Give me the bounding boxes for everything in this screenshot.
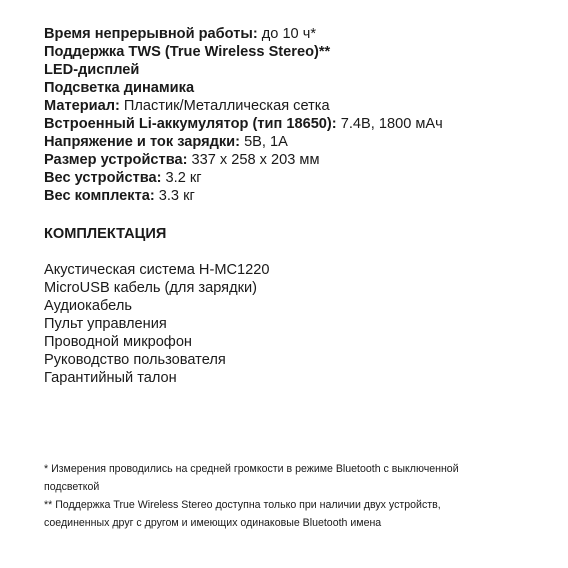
kit-item: Гарантийный талон — [44, 370, 177, 386]
kit-item: MicroUSB кабель (для зарядки) — [44, 280, 257, 296]
spec-label: LED-дисплей — [44, 62, 140, 78]
spec-speaker-light — [44, 79, 554, 97]
kit-item: Пульт управления — [44, 316, 167, 332]
spec-label: Время непрерывной работы: — [44, 26, 258, 42]
spec-label: Вес устройства: — [44, 170, 162, 186]
spec-value: 3.2 кг — [161, 170, 202, 186]
spec-device-weight — [44, 169, 554, 187]
spec-value: до 10 ч* — [257, 26, 317, 42]
spec-label: Подсветка динамика — [44, 80, 195, 96]
spec-value: 3.3 кг — [154, 188, 195, 204]
footnotes — [44, 460, 544, 532]
spec-label: Поддержка TWS (True Wireless Stereo)** — [44, 44, 331, 60]
spec-label: Напряжение и ток зарядки: — [44, 134, 241, 150]
spec-tws — [44, 43, 554, 61]
spec-value: Пластик/Металлическая сетка — [119, 98, 330, 114]
spec-label: Вес комплекта: — [44, 188, 155, 204]
spec-value: 7.4В, 1800 мАч — [336, 116, 443, 132]
spec-kit-weight — [44, 187, 554, 205]
kit-item: Проводной микрофон — [44, 334, 192, 350]
footnote-line: соединенных друг с другом и имеющих одинаковые Bluetooth имена — [44, 517, 382, 529]
kit-list — [44, 261, 270, 387]
footnote-line: подсветкой — [44, 481, 100, 493]
spec-battery-life — [44, 25, 554, 43]
kit-item: Руководство пользователя — [44, 352, 226, 368]
spec-label: Встроенный Li-аккумулятор (тип 18650): — [44, 116, 337, 132]
spec-material — [44, 97, 554, 115]
spec-led-display — [44, 61, 554, 79]
spec-list — [44, 25, 554, 205]
spec-battery — [44, 115, 554, 133]
spec-value: 337 х 258 х 203 мм — [187, 152, 320, 168]
spec-label: Размер устройства: — [44, 152, 188, 168]
footnote-line: ** Поддержка True Wireless Stereo доступна только при наличии двух устройств, — [44, 499, 441, 511]
kit-section-title: КОМПЛЕКТАЦИЯ — [44, 226, 167, 242]
kit-item: Аудиокабель — [44, 298, 132, 314]
spec-label: Материал: — [44, 98, 120, 114]
spec-charging — [44, 133, 554, 151]
footnote-line: * Измерения проводились на средней громкости в режиме Bluetooth с выключенной — [44, 463, 459, 475]
spec-dimensions — [44, 151, 554, 169]
spec-value: 5В, 1А — [240, 134, 288, 150]
kit-item: Акустическая система H-MC1220 — [44, 262, 270, 278]
